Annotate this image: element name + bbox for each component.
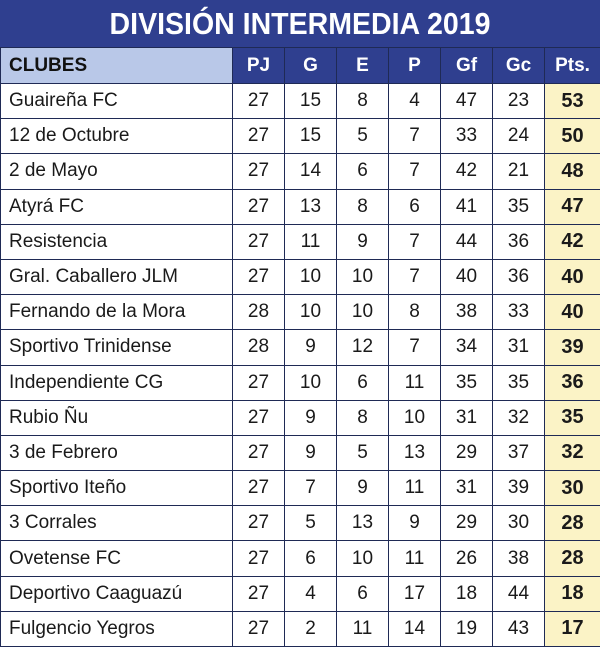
table-row [1,611,600,646]
cell-p: 6 [389,189,441,224]
table-row [1,295,600,330]
table-row [1,365,600,400]
title-banner [0,0,600,47]
cell-gc: 36 [493,224,545,259]
cell-g: 13 [285,189,337,224]
table-row [1,84,600,119]
cell-e: 5 [337,119,389,154]
table-row [1,189,600,224]
cell-gc: 44 [493,576,545,611]
cell-gc: 37 [493,435,545,470]
cell-gf: 29 [441,506,493,541]
cell-g: 5 [285,506,337,541]
cell-p: 11 [389,471,441,506]
cell-pts: 36 [545,365,600,400]
cell-e: 12 [337,330,389,365]
cell-pj: 27 [233,365,285,400]
cell-pj: 27 [233,84,285,119]
cell-p: 10 [389,400,441,435]
cell-pj: 27 [233,224,285,259]
column-header-e: E [337,48,389,84]
cell-e: 11 [337,611,389,646]
table-row [1,471,600,506]
cell-p: 17 [389,576,441,611]
cell-e: 6 [337,154,389,189]
cell-p: 14 [389,611,441,646]
cell-e: 10 [337,259,389,294]
cell-gf: 38 [441,295,493,330]
column-header-clubes: CLUBES [1,48,233,84]
cell-pj: 27 [233,435,285,470]
cell-g: 4 [285,576,337,611]
cell-pj: 27 [233,189,285,224]
cell-p: 7 [389,224,441,259]
cell-gc: 43 [493,611,545,646]
cell-pj: 27 [233,259,285,294]
cell-p: 8 [389,295,441,330]
cell-g: 10 [285,259,337,294]
table-row [1,330,600,365]
cell-club: Deportivo Caaguazú [1,576,233,611]
cell-p: 13 [389,435,441,470]
cell-pts: 50 [545,119,600,154]
cell-gf: 47 [441,84,493,119]
cell-gc: 32 [493,400,545,435]
cell-club: Ovetense FC [1,541,233,576]
table-row [1,541,600,576]
cell-pj: 27 [233,541,285,576]
cell-gf: 44 [441,224,493,259]
table-row [1,154,600,189]
cell-e: 6 [337,576,389,611]
cell-p: 7 [389,259,441,294]
cell-club: Sportivo Iteño [1,471,233,506]
cell-club: Resistencia [1,224,233,259]
cell-g: 10 [285,295,337,330]
cell-gf: 42 [441,154,493,189]
cell-p: 7 [389,154,441,189]
column-header-gc: Gc [493,48,545,84]
cell-g: 14 [285,154,337,189]
cell-pts: 35 [545,400,600,435]
cell-e: 10 [337,541,389,576]
cell-gf: 29 [441,435,493,470]
cell-pts: 30 [545,471,600,506]
cell-e: 5 [337,435,389,470]
cell-pts: 28 [545,541,600,576]
cell-pj: 27 [233,471,285,506]
cell-gf: 19 [441,611,493,646]
cell-club: Rubio Ñu [1,400,233,435]
table-row [1,224,600,259]
table-row [1,400,600,435]
cell-pts: 18 [545,576,600,611]
cell-e: 8 [337,189,389,224]
cell-e: 9 [337,224,389,259]
cell-club: Gral. Caballero JLM [1,259,233,294]
table-row [1,435,600,470]
cell-g: 2 [285,611,337,646]
cell-club: 3 de Febrero [1,435,233,470]
cell-gf: 26 [441,541,493,576]
cell-gf: 41 [441,189,493,224]
cell-e: 8 [337,400,389,435]
cell-club: 3 Corrales [1,506,233,541]
cell-e: 9 [337,471,389,506]
cell-pj: 27 [233,119,285,154]
cell-g: 9 [285,330,337,365]
cell-pts: 17 [545,611,600,646]
cell-club: Fernando de la Mora [1,295,233,330]
cell-pts: 39 [545,330,600,365]
cell-pj: 28 [233,295,285,330]
cell-club: 2 de Mayo [1,154,233,189]
column-header-gf: Gf [441,48,493,84]
cell-g: 9 [285,400,337,435]
cell-pj: 27 [233,400,285,435]
table-row [1,119,600,154]
cell-p: 7 [389,330,441,365]
cell-gf: 35 [441,365,493,400]
page-title: DIVISIÓN INTERMEDIA 2019 [24,0,576,47]
cell-gc: 39 [493,471,545,506]
cell-e: 8 [337,84,389,119]
column-header-pj: PJ [233,48,285,84]
cell-club: Fulgencio Yegros [1,611,233,646]
cell-gf: 31 [441,471,493,506]
cell-gc: 36 [493,259,545,294]
table-row [1,259,600,294]
cell-e: 6 [337,365,389,400]
column-header-pts: Pts. [545,48,600,84]
cell-gc: 21 [493,154,545,189]
cell-club: Independiente CG [1,365,233,400]
cell-gc: 30 [493,506,545,541]
cell-pts: 28 [545,506,600,541]
cell-g: 11 [285,224,337,259]
standings-table [0,47,600,647]
cell-pts: 40 [545,295,600,330]
cell-gf: 40 [441,259,493,294]
cell-g: 9 [285,435,337,470]
cell-club: Atyrá FC [1,189,233,224]
cell-g: 15 [285,84,337,119]
cell-club: 12 de Octubre [1,119,233,154]
cell-gf: 18 [441,576,493,611]
cell-pj: 27 [233,611,285,646]
cell-p: 11 [389,365,441,400]
cell-club: Guaireña FC [1,84,233,119]
cell-g: 7 [285,471,337,506]
cell-gf: 34 [441,330,493,365]
cell-p: 9 [389,506,441,541]
cell-pj: 27 [233,576,285,611]
cell-gc: 31 [493,330,545,365]
cell-e: 13 [337,506,389,541]
cell-e: 10 [337,295,389,330]
table-row [1,576,600,611]
cell-g: 15 [285,119,337,154]
cell-pts: 47 [545,189,600,224]
cell-pj: 27 [233,154,285,189]
cell-pts: 32 [545,435,600,470]
cell-p: 11 [389,541,441,576]
cell-gc: 33 [493,295,545,330]
cell-p: 7 [389,119,441,154]
cell-pts: 48 [545,154,600,189]
cell-gc: 38 [493,541,545,576]
column-header-p: P [389,48,441,84]
cell-g: 6 [285,541,337,576]
cell-gc: 35 [493,189,545,224]
header-row [1,48,600,84]
table-row [1,506,600,541]
cell-pts: 40 [545,259,600,294]
column-header-g: G [285,48,337,84]
cell-gf: 33 [441,119,493,154]
cell-gf: 31 [441,400,493,435]
cell-p: 4 [389,84,441,119]
cell-g: 10 [285,365,337,400]
cell-pts: 42 [545,224,600,259]
cell-pts: 53 [545,84,600,119]
cell-gc: 23 [493,84,545,119]
cell-gc: 24 [493,119,545,154]
standings-body [1,84,600,647]
cell-pj: 27 [233,506,285,541]
cell-gc: 35 [493,365,545,400]
cell-pj: 28 [233,330,285,365]
cell-club: Sportivo Trinidense [1,330,233,365]
